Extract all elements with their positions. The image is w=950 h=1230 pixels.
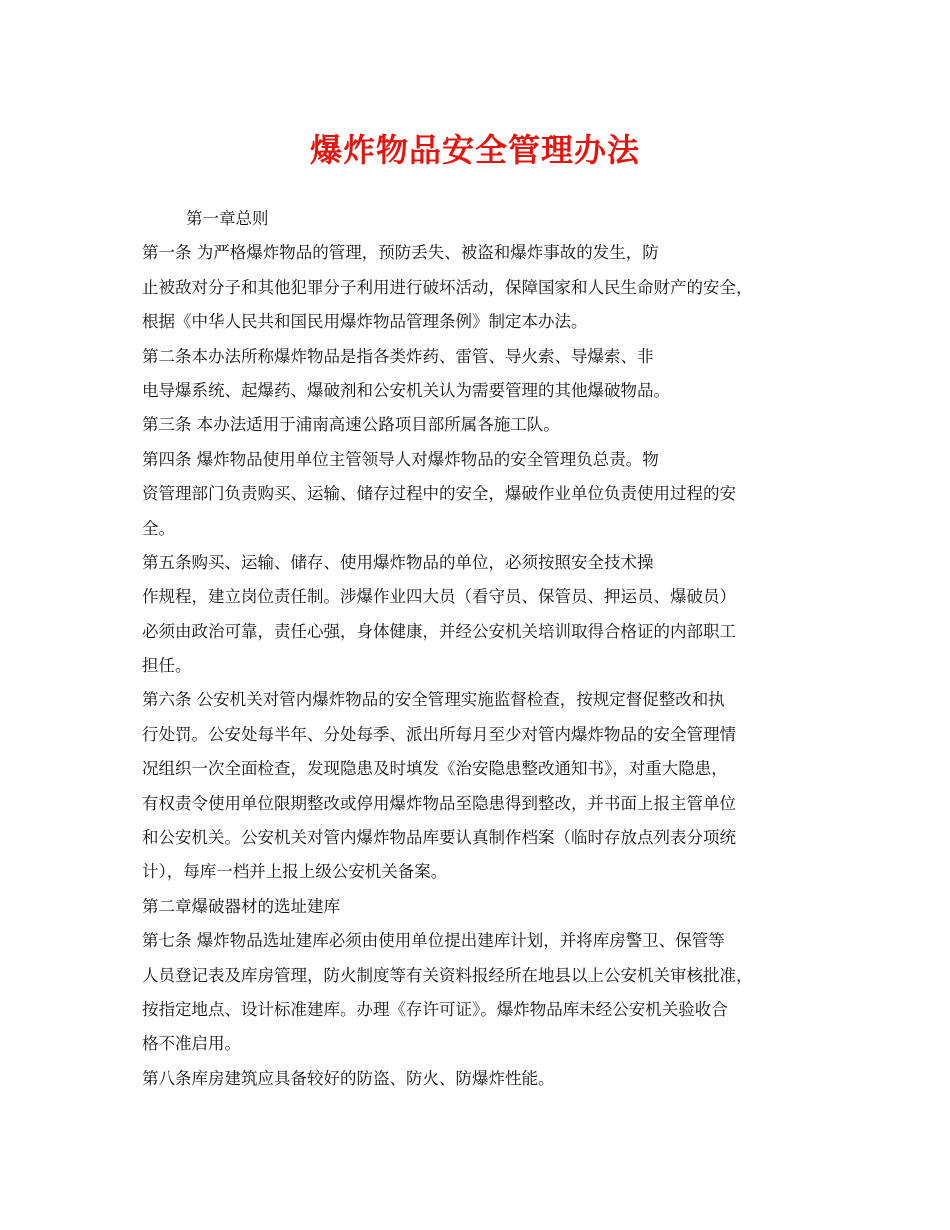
document-title: 爆炸物品安全管理办法	[309, 131, 640, 169]
body-line: 电导爆系统、起爆药、爆破剂和公安机关认为需要管理的其他爆破物品。	[142, 380, 670, 400]
body-line: 第一条 为严格爆炸物品的管理，预防丢失、被盗和爆炸事故的发生，防	[142, 243, 659, 263]
body-line: 担任。	[142, 656, 192, 676]
chapter-heading: 第一章总则	[186, 209, 269, 228]
body-line: 止被敌对分子和其他犯罪分子利用进行破坏活动，保障国家和人民生命财产的安全，	[142, 277, 753, 297]
body-line: 人员登记表及库房管理，防火制度等有关资料报经所在地县以上公安机关审核批准，	[142, 965, 753, 985]
body-line: 作规程，建立岗位责任制。涉爆作业四大员（看守员、保管员、押运员、爆破员）	[142, 587, 736, 607]
body-line: 必须由政治可靠，责任心强，身体健康，并经公安机关培训取得合格证的内部职工	[142, 621, 736, 641]
body-line: 第六条 公安机关对管内爆炸物品的安全管理实施监督检查，按规定督促整改和执	[142, 690, 725, 710]
body-line: 第七条 爆炸物品选址建库必须由使用单位提出建库计划，并将库房警卫、保管等	[142, 931, 725, 951]
body-line: 和公安机关。公安机关对管内爆炸物品库要认真制作档案（临时存放点列表分项统	[142, 828, 736, 848]
body-line: 全。	[142, 518, 175, 538]
body-line: 根据《中华人民共和国民用爆炸物品管理条例》制定本办法。	[142, 312, 588, 332]
body-line: 行处罚。公安处每半年、分处每季、派出所每月至少对管内爆炸物品的安全管理情	[142, 724, 736, 744]
body-line: 格不准启用。	[142, 1034, 241, 1054]
body-line: 第三条 本办法适用于浦南高速公路项目部所属各施工队。	[142, 415, 560, 435]
body-line: 资管理部门负责购买、运输、储存过程中的安全，爆破作业单位负责使用过程的安	[142, 484, 736, 504]
body-line: 计），每库一档并上报上级公安机关备案。	[142, 862, 448, 882]
document-body	[142, 202, 832, 1096]
body-line: 况组织一次全面检查，发现隐患及时填发《治安隐患整改通知书》，对重大隐患，	[142, 759, 728, 779]
body-line: 第四条 爆炸物品使用单位主管领导人对爆炸物品的安全管理负总责。物	[142, 449, 659, 469]
body-line: 第五条购买、运输、储存、使用爆炸物品的单位，必须按照安全技术操	[142, 552, 654, 572]
body-line: 第八条库房建筑应具备较好的防盗、防火、防爆炸性能。	[142, 1068, 555, 1088]
body-line: 第二条本办法所称爆炸物品是指各类炸药、雷管、导火索、导爆索、非	[142, 346, 654, 366]
body-line: 有权责令使用单位限期整改或停用爆炸物品至隐患得到整改，并书面上报主管单位	[142, 793, 736, 813]
body-line: 按指定地点、设计标准建库。办理《存许可证》。爆炸物品库未经公安机关验收合	[142, 999, 728, 1019]
chapter-heading: 第二章爆破器材的选址建库	[142, 896, 340, 916]
